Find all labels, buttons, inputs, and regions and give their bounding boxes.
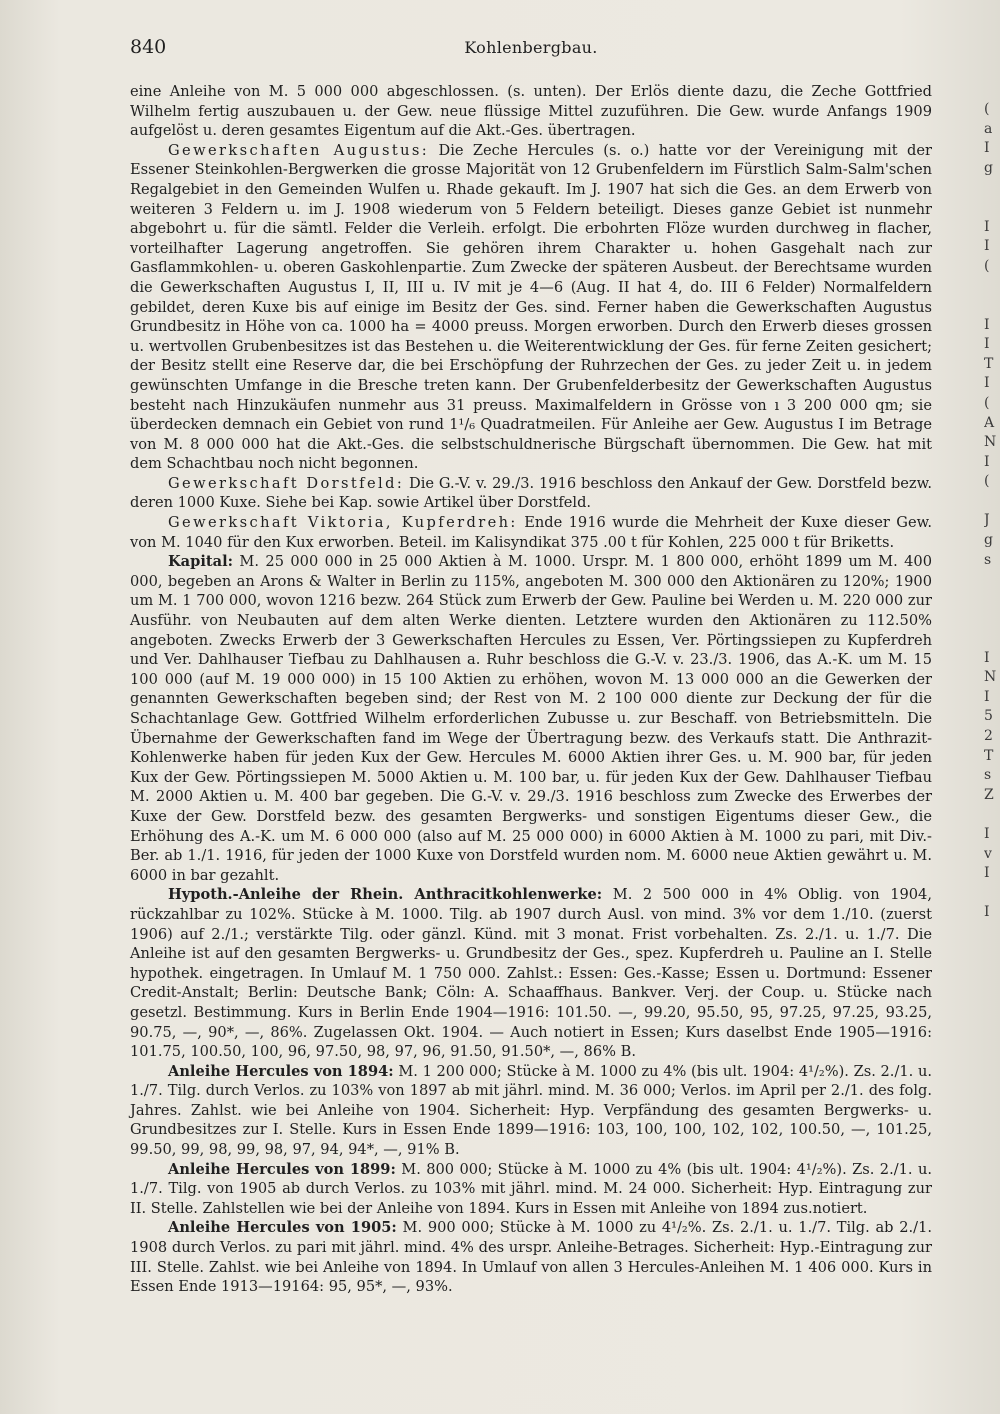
edge-letter: Z xyxy=(984,786,994,803)
edge-letter: T xyxy=(984,747,994,764)
paragraph: Kapital: M. 25 000 000 in 25 000 Aktien à M. 1000. Urspr. M. 1 800 000, erhöht 1899 um M. 400 000, begeben an Arons & Walter in Berlin zu 115%, angeboten M. 300 000 den Aktionären zu 120%; 1900 um M. 1 700 000, wovon 1216 bezw. 264 Stück zum Erwerb der Gew. Pauline bei Werden u. M. 220 000 zur Ausführ. von Neubauten auf dem alten Werke dienten. Letztere wurden den Aktionären zu 112.50% angeboten. Zwecks Erwerb der 3 Gewerkschaften Hercules zu Essen, Ver. Pörtingssiepen zu Kupferdreh und Ver. Dahlhauser Tiefbau zu Dahlhausen a. Ruhr beschloss die G.-V. v. 23./3. 1906, das A.-K. um M. 15 100 000 (auf M. 19 000 000) in 15 100 Aktien zu erhöhen, wovon M. 13 000 000 an die Gewerken der genannten Gewerkschaften begeben sind; der Rest von M. 2 100 000 diente zur Deckung der für die Schachtanlage Gew. Gottfried Wilhelm erforderlichen Zubusse u. zur Beschaff. von Betriebsmitteln. Die Übernahme der Gewerkschaften fand im Wege der Übertragung bezw. des Verkaufs statt. Die Anthrazit-Kohlenwerke haben für jeden Kux der Gew. Hercules M. 6000 Aktien ihrer Ges. u. M. 900 bar, für jeden Kux der Gew. Pörtingssiepen M. 5000 Aktien u. M. 100 bar, u. für jeden Kux der Gew. Dahlhauser Tiefbau M. 2000 Aktien u. M. 400 bar gegeben. Die G.-V. v. 29./3. 1916 beschloss zum Zwecke des Erwerbes der Kuxe der Gew. Dorstfeld bezw. des gesamten Bergwerks- und sonstigen Eigentums dieser Gew., die Erhöhung des A.-K. um M. 6 000 000 (also auf M. 25 000 000) in 6000 Aktien à M. 1000 zu pari, mit Div.-Ber. ab 1./1. 1916, für jeden der 1000 Kuxe von Dorstfeld wurden nom. M. 6000 neue Aktien gewährt u. M. 6000 in bar gezahlt. xyxy=(130,553,932,884)
edge-letter xyxy=(984,609,1000,629)
edge-letter: I xyxy=(984,238,990,255)
edge-letter: s xyxy=(984,767,992,784)
section-heading: Hypoth.-Anleihe der Rhein. Anthracitkohlenwerke: xyxy=(168,886,603,904)
edge-letter xyxy=(984,198,1000,218)
body-text xyxy=(130,82,932,1297)
edge-letter: ( xyxy=(984,101,990,117)
facing-page-edge xyxy=(984,100,1000,1360)
edge-letter: I xyxy=(984,375,990,392)
edge-letter xyxy=(984,884,1000,904)
edge-letter xyxy=(984,629,1000,649)
edge-letter: 2 xyxy=(984,728,993,744)
section-lead: Gewerkschaft Viktoria, Kupferdreh: xyxy=(168,514,518,532)
edge-letter: I xyxy=(984,825,990,842)
edge-letter: v xyxy=(984,845,992,862)
edge-letter: I xyxy=(984,649,990,666)
edge-letter: I xyxy=(984,904,990,921)
edge-letter: a xyxy=(984,120,993,137)
edge-letter xyxy=(984,570,1000,590)
edge-letter xyxy=(984,805,1000,825)
section-lead: Gewerkschaft Dorstfeld: xyxy=(168,474,405,492)
edge-letter xyxy=(984,276,1000,296)
edge-letter: ( xyxy=(984,257,990,274)
edge-letter: I xyxy=(984,316,990,333)
edge-letter xyxy=(984,492,1000,512)
section-lead: Gewerkschaften Augustus: xyxy=(168,141,430,159)
edge-letter: J xyxy=(984,512,990,529)
paragraph: Hypoth.-Anleihe der Rhein. Anthracitkohlenwerke: M. 2 500 000 in 4% Oblig. von 1904, rückzahlbar zu 102%. Stücke à M. 1000. Tilg. ab 1907 durch Ausl. von mind. 3% vor dem 1./10. (zuerst 1906) auf 2./1.; verstärkte Tilg. oder gänzl. Künd. mit 3 monat. Frist vorbehalten. Zs. 2./1. u. 1./7. Die Anleihe ist auf den gesamten Bergwerks- u. Grundbesitz der Ges., spez. Kupferdreh u. Pauline an I. Stelle hypothek. eingetragen. In Umlauf M. 1 750 000. Zahlst.: Essen: Ges.-Kasse; Essen u. Dortmund: Essener Credit-Anstalt; Berlin: Deutsche Bank; Cöln: A. Schaaffhaus. Bankver. Verj. der Coup. u. Stücke nach gesetzl. Bestimmung. Kurs in Berlin Ende 1904—1916: 101.50. —, 99.20, 95.50, 95, 97.25, 97.25, 93.25, 90.75, —, 90*, —, 86%. Zugelassen Okt. 1904. — Auch notiert in Essen; Kurs daselbst Ende 1905—1916: 101.75, 100.50, 100, 96, 97.50, 98, 97, 96, 91.50, 91.50*, —, 86% B. xyxy=(130,886,932,1061)
paragraph: Gewerkschaften Augustus: Die Zeche Hercules (s. o.) hatte vor der Vereinigung mit der Essener Steinkohlen-Bergwerken die grosse Majorität von 12 Grubenfeldern im Fürstlich Salm-Salm'schen Regalgebiet in den Gemeinden Wulfen u. Rhade gekauft. Im J. 1907 hat sich die Ges. an dem Erwerb von weiteren 3 Feldern u. im J. 1908 wiederum von 5 Feldern beteiligt. Dieses ganze Gebiet ist nunmehr abgebohrt u. für die sämtl. Felder die Verleih. erfolgt. Die erbohrten Flöze wurden durchweg in flacher, vorteilhafter Lagerung angetroffen. Sie gehören ihrem Charakter u. hohen Gasgehalt nach zur Gasflammkohlen- u. oberen Gaskohlenpartie. Zum Zwecke der späteren Ausbeut. der Berechtsame wurden die Gewerkschaften Augustus I, II, III u. IV mit je 4—6 (Aug. II hat 4, do. III 6 Felder) Normalfeldern gebildet, deren Kuxe bis auf einige im Besitz der Ges. sind. Ferner haben die Gewerkschaften Augustus Grundbesitz in Höhe von ca. 1000 ha = 4000 preuss. Morgen erworben. Durch den Erwerb dieses grossen u. wertvollen Grubenbesitzes ist das Bestehen u. die Weiterentwicklung der Ges. für ferne Zeiten gesichert; der Besitz stellt eine Reserve dar, die bei Erschöpfung der Ruhrzechen der Ges. zu jeder Zeit u. in jedem gewünschten Umfange in die Bresche treten kann. Der Grubenfelderbesitz der Gewerkschaften Augustus besteht nach Hinzukäufen nunmehr aus 31 preuss. Maximalfeldern in Grösse von ı 3 200 000 qm; sie überdecken demnach ein Gebiet von rund 1¹/₆ Quadratmeilen. Für Anleihe aer Gew. Augustus I im Betrage von M. 8 000 000 hat die Akt.-Ges. die selbstschuldnerische Bürgschaft übernommen. Die Gew. hat mit dem Schachtbau noch nicht begonnen. xyxy=(130,141,932,473)
paragraph: Gewerkschaft Dorstfeld: Die G.-V. v. 29./3. 1916 beschloss den Ankauf der Gew. Dorstfeld bezw. deren 1000 Kuxe. Siehe bei Kap. sowie Artikel über Dorstfeld. xyxy=(130,474,933,512)
edge-letter: I xyxy=(984,865,990,882)
edge-letter: N xyxy=(984,669,997,686)
section-heading: Anleihe Hercules von 1899: xyxy=(168,1160,396,1178)
edge-letter: I xyxy=(984,218,990,235)
edge-letter: I xyxy=(984,140,990,157)
page-header xyxy=(130,36,932,64)
edge-letter: I xyxy=(984,688,990,705)
edge-letter xyxy=(984,178,1000,198)
page-number: 840 xyxy=(130,36,167,58)
paragraph: Anleihe Hercules von 1905: M. 900 000; Stücke à M. 1000 zu 4¹/₂%. Zs. 2./1. u. 1./7. Tilg. ab 2./1. 1908 durch Verlos. zu pari mit jährl. mind. 4% des urspr. Anleihe-Betrages. Sicherheit: Hyp.-Eintragung zur III. Stelle. Zahlst. wie bei Anleihe von 1894. In Umlauf von allen 3 Hercules-Anleihen M. 1 406 000. Kurs in Essen Ende 1913—19164: 95, 95*, —, 93%. xyxy=(130,1219,932,1296)
edge-letter: T xyxy=(984,355,994,372)
section-heading: Anleihe Hercules von 1894: xyxy=(168,1062,394,1080)
edge-letter: I xyxy=(984,336,990,353)
running-head: Kohlenbergbau. xyxy=(464,38,598,57)
edge-letter xyxy=(984,296,1000,316)
paragraph: Gewerkschaft Viktoria, Kupferdreh: Ende 1916 wurde die Mehrheit der Kuxe dieser Gew. von M. 1040 für den Kux erworben. Beteil. im Kalisyndikat 375 .00 t für Kohlen, 225 000 t für Briketts. xyxy=(130,514,933,551)
edge-letter: s xyxy=(984,551,992,568)
section-heading: Anleihe Hercules von 1905: xyxy=(168,1219,397,1237)
edge-letter: g xyxy=(984,532,993,549)
edge-letter: g xyxy=(984,159,993,176)
paragraph: Anleihe Hercules von 1899: M. 800 000; Stücke à M. 1000 zu 4% (bis ult. 1904: 4¹/₂%). Zs. 2./1. u. 1./7. Tilg. von 1905 ab durch Verlos. zu 103% mit jährl. mind. M. 24 000. Sicherheit: Hyp. Eintragung zur II. Stelle. Zahlstellen wie bei der Anleihe von 1894. Kurs in Essen mit Anleihe von 1894 zus.notiert. xyxy=(130,1160,933,1217)
edge-letter: 5 xyxy=(984,708,993,725)
edge-letter: I xyxy=(984,453,990,470)
edge-letter: ( xyxy=(984,473,990,490)
edge-letter: ( xyxy=(984,394,990,411)
edge-letter: N xyxy=(984,434,997,451)
paragraph: Anleihe Hercules von 1894: M. 1 200 000; Stücke à M. 1000 zu 4% (bis ult. 1904: 4¹/₂%). Zs. 2./1. u. 1./7. Tilg. durch Verlos. zu 103% von 1897 ab mit jährl. mind. M. 36 000; Verlos. im April per 2./1. des folg. Jahres. Zahlst. wie bei Anleihe von 1904. Sicherheit: Hyp. Verpfändung des gesamten Bergwerks- u. Grundbesitzes zur I. Stelle. Kurs in Essen Ende 1899—1916: 103, 100, 100, 102, 102, 100.50, —, 101.25, 99.50, 99, 98, 99, 98, 97, 94, 94*, —, 91% B. xyxy=(130,1062,932,1159)
edge-letter: A xyxy=(984,414,995,431)
edge-letter xyxy=(984,590,1000,610)
section-heading: Kapital: xyxy=(168,553,234,571)
paragraph: eine Anleihe von M. 5 000 000 abgeschlossen. (s. unten). Der Erlös diente dazu, die Zeche Gottfried Wilhelm fertig auszubauen u. der Gew. neue flüssige Mittel zuzuführen. Die Gew. wurde Anfangs 1909 aufgelöst u. deren gesamtes Eigentum auf die Akt.-Ges. übertragen. xyxy=(130,83,932,140)
